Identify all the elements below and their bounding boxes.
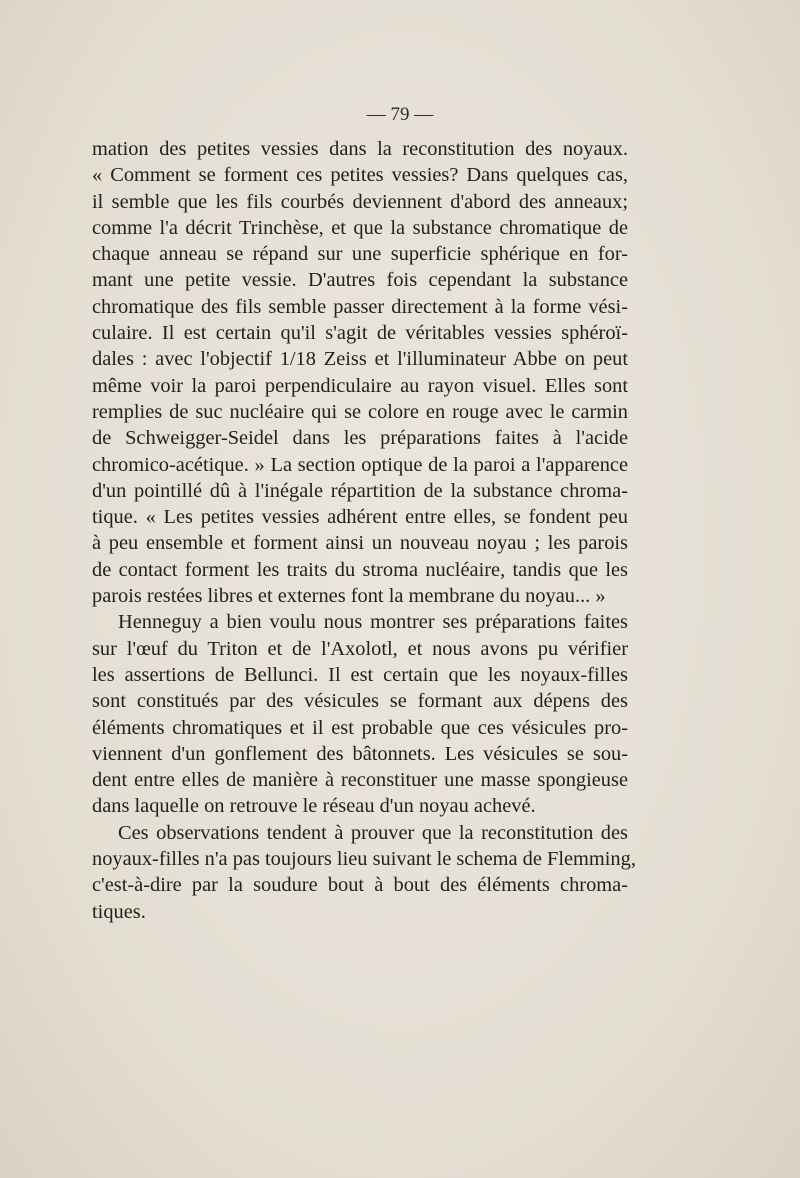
- text-line: éléments chromatiques et il est probable que ces vésicules pro-: [92, 716, 628, 739]
- text-line: comme l'a décrit Trinchèse, et que la substance chromatique de: [92, 216, 628, 239]
- text-line: même voir la paroi perpendiculaire au rayon visuel. Elles sont: [92, 374, 628, 397]
- text-line: dans laquelle on retrouve le réseau d'un noyau achevé.: [92, 795, 536, 818]
- text-line: mant une petite vessie. D'autres fois cependant la substance: [92, 269, 628, 292]
- text-line: culaire. Il est certain qu'il s'agit de véritables vessies sphéroï-: [92, 322, 628, 345]
- text-line: sur l'œuf du Triton et de l'Axolotl, et nous avons pu vérifier: [92, 637, 628, 660]
- text-line: Henneguy a bien voulu nous montrer ses préparations faites: [118, 611, 628, 634]
- text-line: noyaux-filles n'a pas toujours lieu suivant le schema de Flemming,: [92, 848, 636, 871]
- text-line: tiques.: [92, 900, 146, 923]
- text-line: c'est-à-dire par la soudure bout à bout des éléments chroma-: [92, 874, 628, 897]
- text-line: à peu ensemble et forment ainsi un nouveau noyau ; les parois: [92, 532, 628, 555]
- text-line: chaque anneau se répand sur une superficie sphérique en for-: [92, 243, 628, 266]
- text-line: viennent d'un gonflement des bâtonnets. Les vésicules se sou-: [92, 742, 628, 765]
- text-line: chromatique des fils semble passer directement à la forme vési-: [92, 295, 628, 318]
- text-line: dales : avec l'objectif 1/18 Zeiss et l'illuminateur Abbe on peut: [92, 348, 628, 371]
- text-line: sont constitués par des vésicules se formant aux dépens des: [92, 690, 628, 713]
- text-line: parois restées libres et externes font la membrane du noyau... »: [92, 585, 606, 608]
- text-line: remplies de suc nucléaire qui se colore en rouge avec le carmin: [92, 400, 628, 423]
- text-line: de Schweigger-Seidel dans les préparations faites à l'acide: [92, 427, 628, 450]
- text-line: « Comment se forment ces petites vessies? Dans quelques cas,: [92, 164, 628, 187]
- text-line: Ces observations tendent à prouver que la reconstitution des: [118, 821, 628, 844]
- text-line: les assertions de Bellunci. Il est certain que les noyaux-filles: [92, 663, 628, 686]
- text-line: chromico-acétique. » La section optique de la paroi a l'apparence: [92, 453, 628, 476]
- text-line: de contact forment les traits du stroma nucléaire, tandis que les: [92, 558, 628, 581]
- text-line: dent entre elles de manière à reconstituer une masse spongieuse: [92, 769, 628, 792]
- body-text: [92, 136, 636, 925]
- text-line: d'un pointillé dû à l'inégale répartition de la substance chroma-: [92, 479, 628, 502]
- text-line: il semble que les fils courbés deviennent d'abord des anneaux;: [92, 190, 628, 213]
- text-line: mation des petites vessies dans la reconstitution des noyaux.: [92, 138, 628, 160]
- text-line: tique. « Les petites vessies adhérent entre elles, se fondent peu: [92, 506, 628, 529]
- page-number: — 79 —: [366, 104, 434, 125]
